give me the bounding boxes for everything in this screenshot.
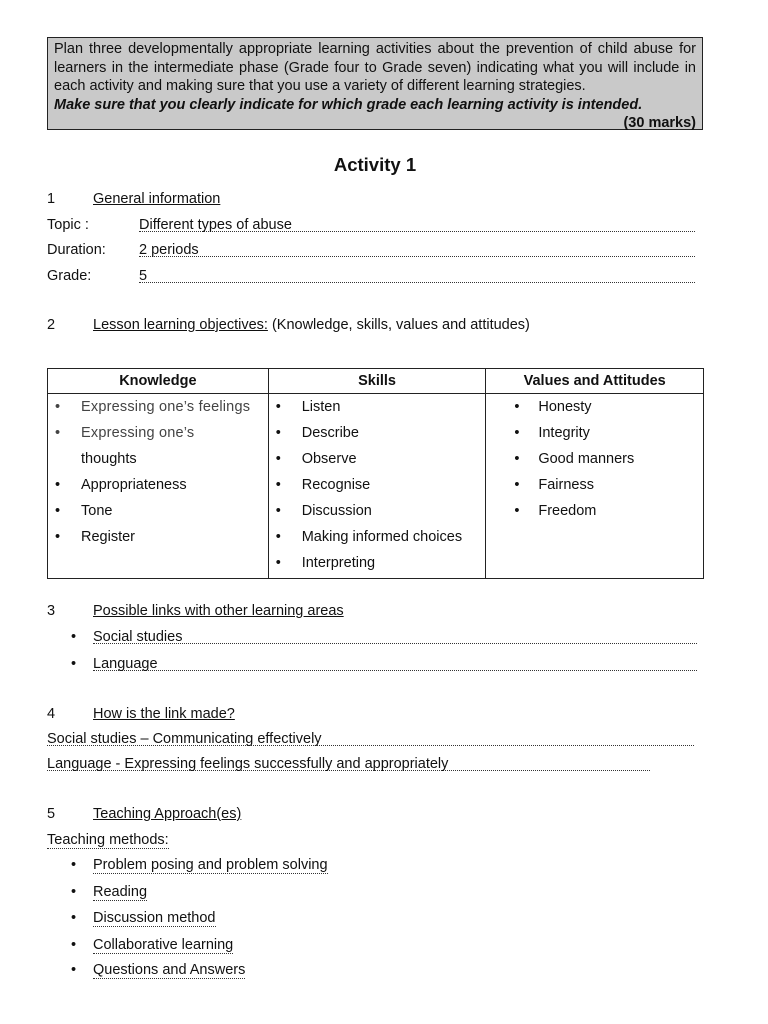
section5-heading: Teaching Approach(es) (93, 806, 242, 822)
section5-number: 5 (47, 806, 56, 822)
teaching-method-item (93, 910, 216, 926)
grade-label: Grade: (47, 268, 92, 284)
teaching-methods-label: Teaching methods: (47, 832, 169, 848)
teaching-method-item (93, 857, 328, 873)
skills-item: • Describe (269, 420, 486, 446)
values-item: • Freedom (486, 498, 703, 524)
values-item: • Good manners (486, 446, 703, 472)
teaching-method-item (93, 962, 245, 978)
teaching-method-text: Questions and Answers (93, 962, 246, 978)
task-marks: (30 marks) (623, 115, 696, 131)
section3-number: 3 (47, 603, 56, 619)
values-cell (486, 394, 704, 579)
skills-item: • Observe (269, 446, 486, 472)
teaching-method-item (93, 937, 233, 953)
duration-label: Duration: (47, 242, 106, 258)
values-item: • Honesty (486, 394, 703, 420)
knowledge-item: • Expressing one’s feelings (48, 394, 268, 420)
link-dotted-line (93, 643, 697, 644)
grade-value: 5 (139, 268, 148, 284)
duration-value: 2 periods (139, 242, 199, 258)
knowledge-item: • Appropriateness (48, 472, 268, 498)
task-text: Plan three developmentally appropriate learning activities about the prevention of child abuse for learners in the intermediate phase (Grade four to Grade seven) indicating what you will include in each activity and making sure that you use a variety of different learning strategies. (54, 41, 696, 94)
section2-suffix: (Knowledge, skills, values and attitudes) (271, 317, 530, 333)
values-item: • Fairness (486, 472, 703, 498)
task-instructions-box (47, 37, 703, 130)
section2-number: 2 (47, 317, 56, 333)
knowledge-item-continued: thoughts (81, 451, 137, 467)
section4-heading: How is the link made? (93, 706, 235, 722)
teaching-method-text: Discussion method (93, 910, 216, 926)
section1-heading: General information (93, 191, 221, 207)
teaching-method-item (93, 884, 147, 900)
topic-label: Topic : (47, 217, 89, 233)
section2-heading: Lesson learning objectives: (93, 317, 268, 333)
header-values-attitudes: Values and Attitudes (486, 369, 704, 394)
skills-item: • Interpreting (269, 550, 486, 576)
teaching-methods-label-wrap (47, 832, 169, 848)
activity-title: Activity 1 (333, 154, 417, 175)
task-emphasis: Make sure that you clearly indicate for which grade each learning activity is intended. (54, 96, 643, 113)
objectives-table (47, 368, 704, 579)
skills-cell (268, 394, 486, 579)
section2-line (93, 317, 530, 333)
knowledge-cell (48, 394, 269, 579)
section4-number: 4 (47, 706, 56, 722)
values-item: • Integrity (486, 420, 703, 446)
header-skills: Skills (268, 369, 486, 394)
grade-dotted-line (139, 282, 695, 283)
knowledge-item: • Tone (48, 498, 268, 524)
section3-heading: Possible links with other learning areas (93, 603, 344, 619)
teaching-method-text: Problem posing and problem solving (93, 857, 328, 873)
knowledge-item: • Expressing one’s (48, 420, 268, 446)
section1-number: 1 (47, 191, 56, 207)
link-explanation-language: Language - Expressing feelings successfully and appropriately (47, 756, 449, 772)
teaching-method-text: Collaborative learning (93, 937, 234, 953)
skills-item: • Recognise (269, 472, 486, 498)
link-dotted-line (93, 670, 697, 671)
teaching-method-text: Reading (93, 884, 148, 900)
duration-dotted-line (139, 256, 695, 257)
link-explanation-social-studies: Social studies – Communicating effectively (47, 731, 322, 747)
link-item-social-studies: • Social studies (93, 629, 182, 645)
skills-item: • Discussion (269, 498, 486, 524)
link-item-language: • Language (93, 656, 158, 672)
skills-item: • Listen (269, 394, 486, 420)
header-knowledge: Knowledge (48, 369, 269, 394)
topic-value: Different types of abuse (139, 217, 292, 233)
skills-item: • Making informed choices (269, 524, 486, 550)
knowledge-item: • Register (48, 524, 268, 550)
